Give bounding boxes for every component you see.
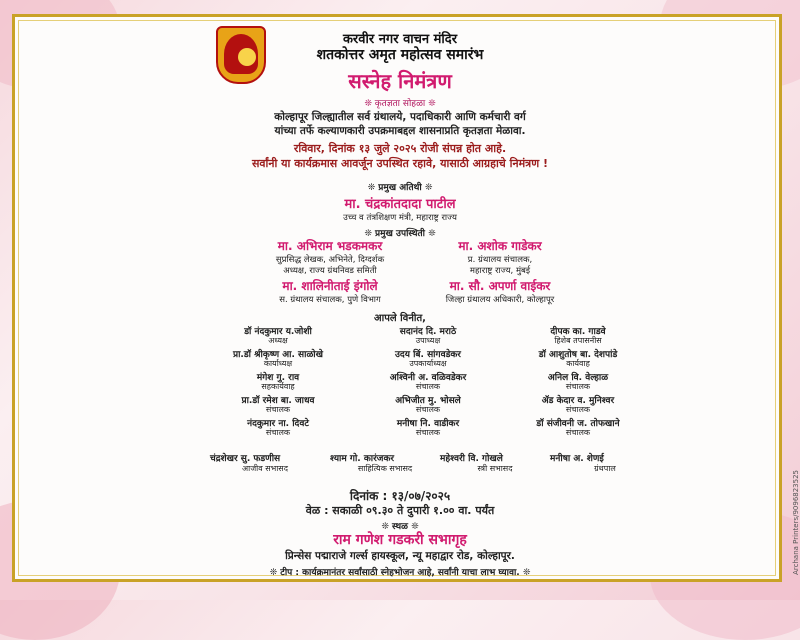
printer-credit: Archana Printers/9096823525: [792, 470, 800, 575]
venue-address: प्रिन्सेस पद्माराजे गर्ल्स हायस्कूल, न्यू महाद्वार रोड, कोल्हापूर.: [285, 550, 515, 562]
presence-role: जिल्हा ग्रंथालय अधिकारी, कोल्हापूर: [445, 295, 555, 305]
host-name: चंद्रशेखर सु. फडणीस: [210, 454, 281, 464]
host-name: डॉ आशुतोष बा. देशपांडे: [538, 350, 618, 360]
intro-line-2: यांच्या तर्फे कल्याणकारी उपक्रमाबद्दल शासनाप्रति कृतज्ञता मेळावा.: [274, 125, 526, 137]
presence-name: मा. शालिनीताई इंगोले: [282, 279, 378, 293]
host-role: साहित्यिक सभासद: [357, 464, 413, 473]
host-name: प्रा.डॉ श्रीकृष्ण आ. साळोखे: [232, 350, 323, 360]
host-role: संचालक: [265, 428, 291, 437]
host-role: संचालक: [265, 405, 291, 414]
host-role: संचालक: [565, 405, 591, 414]
event-time: वेळ : सकाळी ०९.३० ते दुपारी १.०० वा. पर्यंत: [305, 504, 495, 517]
venue-heading: ❊ स्थळ ❊: [381, 522, 419, 532]
chief-guest-role: उच्च व तंत्रशिक्षण मंत्री, महाराष्ट्र राज्य: [343, 213, 457, 223]
host-name: श्याम गो. कारंजकर: [330, 454, 395, 464]
host-role: हिशेब तपासनीस: [554, 336, 602, 345]
host-name: सदानंद दि. मराठे: [399, 327, 457, 337]
host-role: स्त्री सभासद: [477, 464, 513, 473]
host-role: संचालक: [565, 428, 591, 437]
host-name: मनीषा नि. वाडीकर: [396, 419, 460, 429]
host-role: संचालक: [415, 405, 441, 414]
host-role: कार्याध्यक्ष: [263, 359, 293, 368]
invitation-title: सस्नेह निमंत्रण: [348, 69, 452, 93]
host-role: अध्यक्ष: [268, 336, 288, 345]
host-name: अभिजीत मु. भोसले: [395, 396, 461, 406]
host-role: कार्यवाह: [566, 359, 590, 368]
host-name: प्रा.डॉ रमेश बा. जाधव: [241, 396, 315, 406]
host-name: डॉ संजीवनी ज. तोफखाने: [536, 419, 620, 429]
org-name: करवीर नगर वाचन मंदिर: [342, 32, 458, 47]
presence-name: मा. अभिराम भडकमकर: [277, 239, 383, 253]
host-name: महेश्वरी वि. गोखले: [440, 454, 503, 464]
presence-role: अध्यक्ष, राज्य ग्रंथनिवड समिती: [283, 266, 377, 276]
chief-guest-heading: ❊ प्रमुख अतिथी ❊: [367, 183, 433, 193]
host-role: उपकार्याध्यक्ष: [409, 359, 447, 368]
host-role: सहकार्यवाह: [261, 382, 295, 391]
host-role: उपाध्यक्ष: [415, 336, 441, 345]
host-name: अनिल वि. वेल्हाळ: [547, 373, 609, 383]
presence-heading: ❊ प्रमुख उपस्थिती ❊: [364, 229, 436, 239]
host-role: संचालक: [415, 382, 441, 391]
host-name: अश्विनी अ. वळिवडेकर: [389, 373, 467, 383]
host-name: नंदकुमार ना. दिवटे: [247, 419, 309, 429]
host-role: आजीव सभासद: [242, 464, 288, 473]
host-name: डॉ नंदकुमार य.जोशी: [244, 327, 312, 337]
intro-line-3: रविवार, दिनांक १३ जुले २०२५ रोजी संपन्न होत आहे.: [293, 142, 507, 155]
presence-role: प्र. ग्रंथालय संचालक,: [467, 255, 533, 265]
host-name: उदय बिं. सांगवडेकर: [395, 350, 461, 360]
host-role: ग्रंथपाल: [594, 464, 616, 473]
host-role: संचालक: [565, 382, 591, 391]
host-role: संचालक: [415, 428, 441, 437]
venue-name: राम गणेश गडकरी सभागृह: [333, 532, 467, 548]
presence-name: मा. अशोक गाडेकर: [458, 239, 542, 253]
presence-role: महाराष्ट्र राज्य, मुंबई: [469, 266, 531, 276]
presence-name: मा. सौ. अपर्णा वाईकर: [449, 279, 551, 293]
event-date: दिनांक : १३/०७/२०२५: [349, 489, 451, 503]
presence-role: सुप्रसिद्ध लेखक, अभिनेते, दिग्दर्शक: [275, 255, 385, 265]
presence-role: स. ग्रंथालय संचालक, पुणे विभाग: [279, 295, 381, 305]
host-name: ॲड केदार व. मुनिश्वर: [541, 396, 615, 406]
chief-guest-name: मा. चंद्रकांतदादा पाटील: [344, 197, 456, 212]
subtitle: ❊ कृतज्ञता सोहळा ❊: [364, 99, 436, 109]
host-name: मनीषा अ. शेणई: [550, 454, 604, 464]
intro-line-4: सर्वांनी या कार्यक्रमास आवर्जून उपस्थित रहावे, यासाठी आग्रहाचे निमंत्रण !: [251, 157, 549, 170]
host-name: मंगेश गु. राव: [256, 373, 300, 383]
host-name: दीपक का. गाडवे: [550, 327, 606, 337]
intro-line-1: कोल्हापूर जिल्ह्यातील सर्व ग्रंथालये, पदाधिकारी आणि कर्मचारी वर्ग: [274, 111, 526, 123]
footer-note: ❊ टीप : कार्यक्रमानंतर सर्वांसाठी स्नेहभोजन आहे, सर्वांनी याचा लाभ घ्यावा. ❊: [269, 568, 531, 578]
event-name: शतकोत्तर अमृत महोत्सव समारंभ: [316, 47, 484, 63]
hosts-heading: आपले विनीत,: [374, 313, 426, 324]
